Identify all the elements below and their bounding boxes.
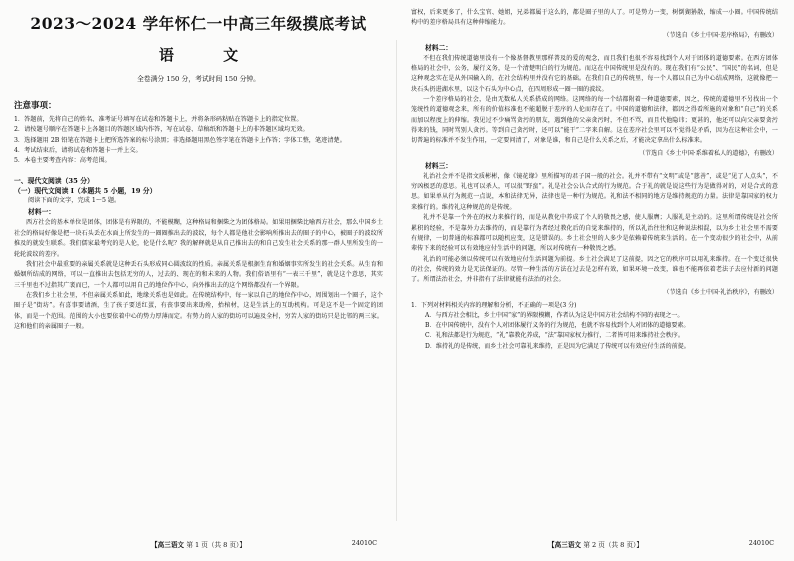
passage-paragraph: 礼治的可能必须以传统可以有效地应付生活问题为前提。乡土社会满足了这前提，因之它的秩序可以用礼来维持。在一个变迁很快的社会，传统的效力是无法保证的。尽管一种生活的方法在过去是怎样有效，如果环境一改变，谁也不能再依着老法子去应付新的问题了。所谓法治社会，并非指有了法律就能有法治的社会。	[411, 255, 778, 284]
notice-item: 5．本卷主要考查内容：高考范围。	[14, 157, 111, 165]
notice-heading: 注意事项：	[14, 101, 57, 111]
passage-paragraph: 西方社会的基本单位是团体，团体是有界限的，不能模糊，这种格局和捆柴之为团体格局。如果用捆柴比喻西方社会，那么中国乡土社会的格局好像是把一块石头丢在水面上所发生的一圈圈推出去的波纹，每个人都是他社会影响所推出去的圈子的中心，被圈子的波纹所推及的就发生联系。我们儒家最考究的是人伦，伦是什么呢？我的解释就是从自己推出去的和自己发生社会关系的那一群人里所发生的一轮轮波纹的差序。	[14, 219, 383, 258]
question-stem: 1．下列对材料相关内容的理解和分析，不正确的一项是(3 分)	[411, 301, 577, 309]
passage-continuation: 富权，后来更多了，什么宝官、她姐，兄弟都属于这么的，都是圈子里的人了。可是势力一变，树倒猢狲散，缩成一小圈。中国传统结构中的差序格局具有这种伸缩能力。	[411, 9, 778, 27]
footer-subject-tag: 【高三语文	[548, 541, 582, 549]
footer-page-label	[397, 539, 794, 549]
footer-page-number: 第 2 页（共 8 页）】	[583, 541, 643, 549]
material-label: 材料二：	[425, 43, 453, 52]
question-option-d: D．维持礼的是传统，而乡土社会可靠礼来维持，正是因为它满足了传统可以有效应付生活的前提。	[425, 342, 690, 350]
material-label: 材料一：	[28, 208, 56, 217]
subject-title: 语 文	[158, 46, 261, 64]
exam-meta: 全卷满分 150 分，考试时间 150 分钟。	[137, 75, 260, 83]
reading-instruction: 阅读下面的文字，完成 1～5 题。	[28, 197, 121, 205]
passage-paragraph: 在我们乡土社会里，不但亲属关系如此，地缘关系也是如此。在传统结构中，每一家以自己的地位作中心，周围划出一个圈子，这个圈子是“街坊”。有喜事要请酒，生了孩子要送红蛋，有丧事要出来助殓，抬棺材，这是生活上的互助机构。可是这不是一个固定的团体，而是一个范围。范围的大小也要依着中心的势力厚薄而定。有势力的人家的街坊可以遍及全村，穷苦人家的街坊只是比邻的两三家。这和他们的亲属圈子一般。	[14, 291, 383, 330]
material-label: 材料三：	[425, 161, 453, 170]
section-heading: 一、现代文阅读（35 分）	[14, 177, 94, 186]
notice-item: 2．请按题号顺序在答题卡上各题目的答题区域内作答，写在试卷、草稿纸和答题卡上的非答题区域均无效。	[14, 126, 309, 134]
footer-code: 24010C	[351, 539, 377, 547]
notice-item: 1．答题前，先将自己的姓名、准考证号填写在试卷和答题卡上，并将条形码粘贴在答题卡上的指定位置。	[14, 116, 303, 123]
page-2-column	[411, 0, 778, 561]
subsection-heading: （一）现代文阅读 I（本题共 5 小题，19 分）	[14, 187, 157, 196]
notice-item: 4．考试结束后，请将试卷和答题卡一并上交。	[14, 146, 142, 154]
footer-page-number: 第 1 页（共 8 页）】	[186, 541, 246, 549]
question-option-c: C．礼和法都是行为规范，“礼”靠教化养成，“法”靠国家权力推行，二者皆可用来维持社会秩序。	[425, 332, 684, 340]
footer-code: 24010C	[748, 539, 774, 547]
passage-paragraph: 我们社会中最重要的亲属关系就是这种丢石头形成同心圆波纹的性质。亲属关系是根据生育和婚姻事实所发生的社会关系。从生育和婚姻所结成的网络，可以一直推出去包括无穷的人，过去的、现在的和未来的人物。我们俗语里有“一表三千里”，就是这个意思，其实三千里也不过指其广袤而已，一个人都可以用自己的地位作中心，向外推出去的这个网络都没有一个界限。	[14, 260, 383, 289]
footer-page-label	[0, 539, 397, 549]
footer-subject-tag: 【高三语文	[151, 541, 185, 549]
passage-paragraph: 礼治社会并不是指文质彬彬，像《镜花缘》里所描写的君子国一般的社会。礼并不带有“文明”或是“慈善”，或是“见了人点头”，不穷凶极恶的意思。礼也可以杀人，可以很“野蛮”。礼是社会公认合式的行为规范。合于礼的就是说这些行为是做得对的，对是合式的意思。如果单从行为规范一点说，本和法律无异，法律也是一种行为规范。礼和法不相同的地方是维持规范的力量。法律是靠国家的权力来推行的。维持礼这种规范的是传统。	[411, 172, 778, 211]
question-option-b: B．在中国传统中，没有个人对团体履行义务的行为规范，也就不容易找到个人对团体的道德要素。	[425, 322, 690, 330]
exam-title: 2023～2024 学年怀仁一中高三年级摸底考试	[30, 14, 367, 33]
notice-item: 3．选择题用 2B 铅笔在答题卡上把所选答案的标号涂黑；非选择题用黑色签字笔在答题卡上作答；字体工整，笔迹清楚。	[14, 136, 346, 144]
source-citation: （节选自《乡土中国·差序格局》，有删改）	[663, 31, 778, 39]
passage-paragraph: 不但在我们传统道德里没有一个像基督教里那样普及的爱的观念，而且我们也很不容易找到个人对于团体的道德要素。在西方团体格局的社会中，公务，履行义务，是一个清楚明白的行为规范。而这在中国传统里是没有的。现在我们有“公民”、“国民”的名词，但是这种观念实在是从外国输入的，在社会结构里并没有它的基础。在我们自己的传统里，每一个人都以自己为中心结成网络，这就像把一块石头扔进湖水里，以这个石头为中心点，在四周形成一圈一圈的波纹。	[411, 54, 778, 93]
page-footer	[397, 539, 794, 551]
page-footer	[0, 539, 397, 551]
source-citation: （节选自《乡土中国·系维着私人的道德》，有删改）	[638, 149, 778, 157]
page-1-column	[14, 0, 383, 561]
source-citation: （节选自《乡土中国·礼治秩序》，有删改）	[663, 288, 778, 296]
passage-paragraph: 礼并不是靠一个外在的权力来推行的，而是从教化中养成了个人的敬畏之感，使人服膺；人服礼是主动的。这里所谓传统是社会所累积的经验，不是靠外力去维持的，而是靠行为者经过教化后的自觉来维持的，所以礼治往往和这种说法相混，以为乡土社会里不需要有规律，一切普通的标准都可以随机应变，这是错误的。乡土社会里的人多少是依赖着传统来生活的。在一个变动很少的社会中，从前辈传下来的经验可以有效地应付生活中的问题，所以对传统有一种敬畏之感。	[411, 214, 778, 253]
passage-paragraph: 一个差序格局的社会，是由无数私人关系搭成的网络。这网络的每一个结都附着一种道德要素，因之，传统的道德里不另找出一个笼统性的道德观念来，所有的价值标准也不能超脱于差序的人伦而存在了。中国的道德和法律，都因之得看所施的对象和“自己”的关系而加以程度上的伸缩。我见过不少痛骂贪污的朋友，遇到他的父亲贪污时，不但不骂，而且代他隐讳；更甚的，他还可以向父亲要贪污得来的钱，同时骂别人贪污。等到自己贪污时，还可以“能干”二字来自解。这在差序社会里可以不觉得是矛盾，因为在这种社会中，一切普遍的标准并不发生作用，一定要问清了，对象是谁，和自己是什么关系之后，才能决定拿出什么标准来。	[411, 96, 778, 145]
page-2	[397, 0, 794, 561]
question-option-a: A．与西方社会相比，乡土中国“家”的界限模糊，作者认为这是中国方社会结构不同的表现之一。	[425, 311, 684, 319]
